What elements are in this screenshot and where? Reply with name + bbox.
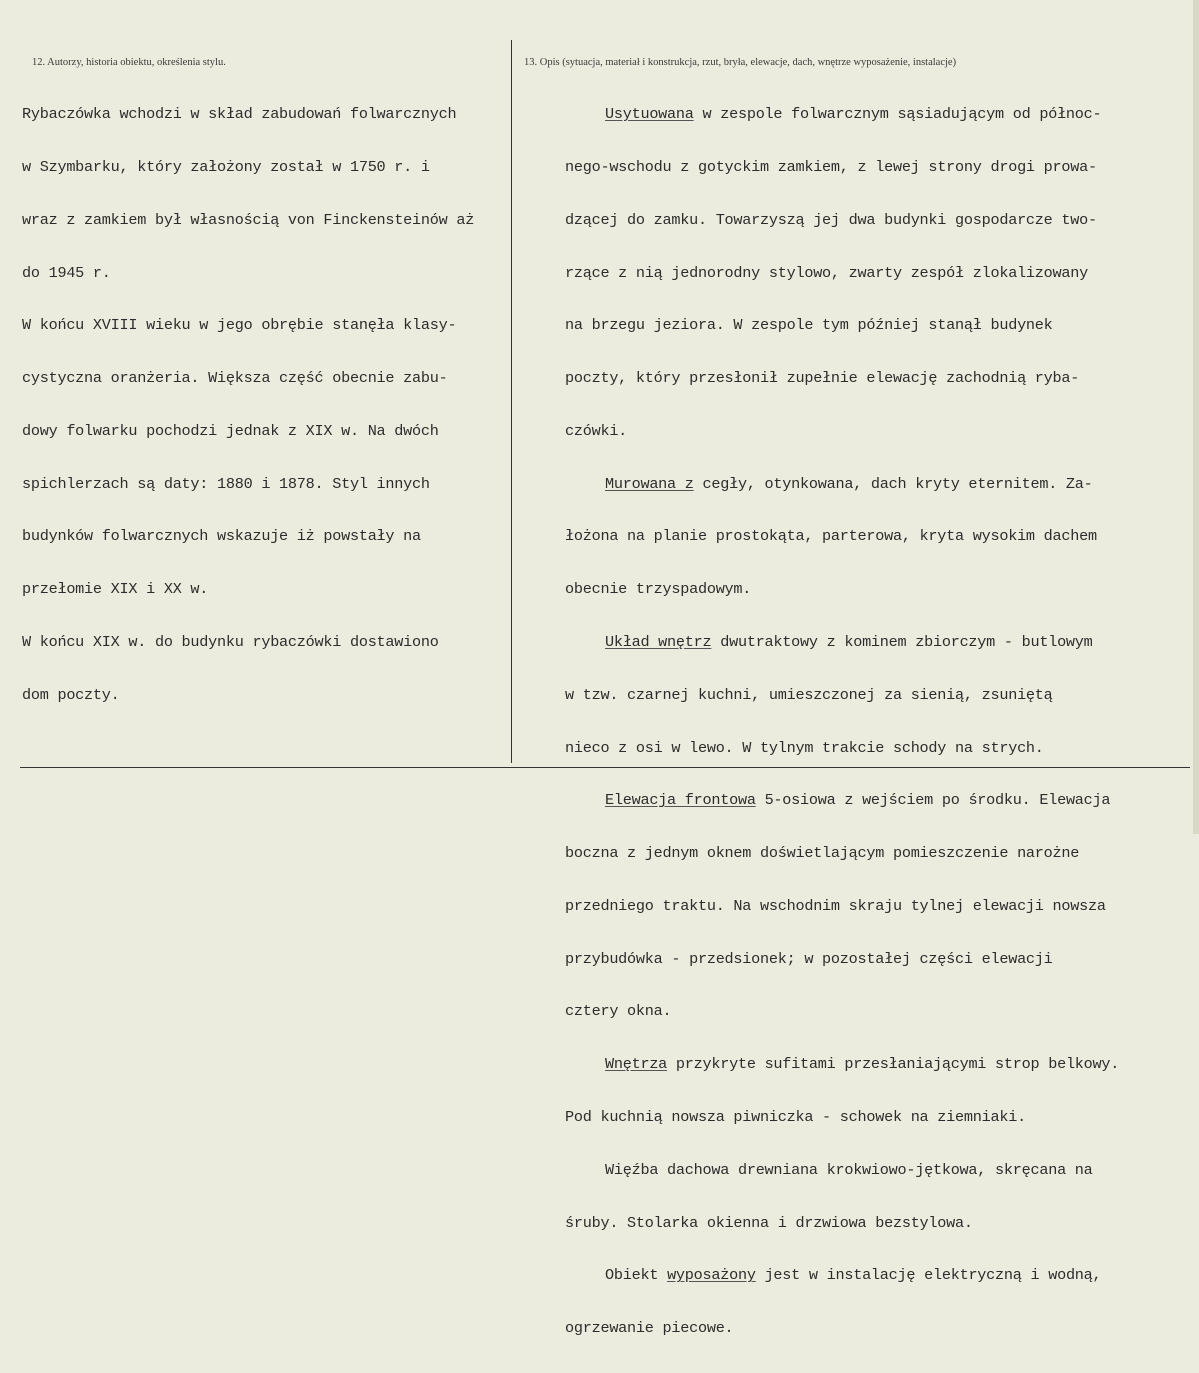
description-line: w tzw. czarnej kuchni, umieszczonej za sienią, zsuniętą bbox=[565, 685, 1053, 704]
description-line: Usytuowana w zespole folwarcznym sąsiadującym od północ- bbox=[605, 105, 1102, 124]
history-line: cystyczna oranżeria. Większa część obecnie zabu- bbox=[22, 369, 448, 388]
description-line: Obiekt wyposażony jest w instalację elektryczną i wodną, bbox=[605, 1266, 1102, 1285]
description-line: Pod kuchnią nowsza piwniczka - schowek na ziemniaki. bbox=[565, 1108, 1026, 1127]
underlined-term-murowana: Murowana z bbox=[605, 474, 694, 493]
description-line: Układ wnętrz dwutraktowy z kominem zbiorczym - butlowym bbox=[605, 633, 1093, 651]
underlined-term-usytuowana: Usytuowana bbox=[605, 105, 694, 124]
description-line: czówki. bbox=[565, 421, 628, 440]
description-line: śruby. Stolarka okienna i drzwiowa bezstylowa. bbox=[565, 1213, 973, 1232]
description-line: poczty, który przesłonił zupełnie elewację zachodnią ryba- bbox=[565, 369, 1080, 388]
underlined-term-uklad-wnetrz: Układ wnętrz bbox=[605, 633, 712, 651]
description-line: przedniego traktu. Na wschodnim skraju tylnej elewacji nowsza bbox=[565, 896, 1106, 915]
history-line: do 1945 r. bbox=[22, 263, 111, 282]
history-line: Rybaczówka wchodzi w skład zabudowań folwarcznych bbox=[22, 105, 457, 124]
underlined-term-wnetrza: Wnętrza bbox=[605, 1055, 668, 1074]
underlined-term-elewacja-frontowa: Elewacja frontowa bbox=[605, 791, 756, 810]
history-line: dom poczty. bbox=[22, 685, 120, 704]
description-line: cztery okna. bbox=[565, 1002, 672, 1021]
description-text bbox=[565, 71, 1119, 1373]
history-line: W końcu XIX w. do budynku rybaczówki dostawiono bbox=[22, 633, 439, 651]
history-line: W końcu XVIII wieku w jego obrębie stanęła klasy- bbox=[22, 316, 457, 335]
history-line: spichlerzach są daty: 1880 i 1878. Styl innych bbox=[22, 474, 430, 493]
description-line: rzące z nią jednorodny stylowo, zwarty zespół zlokalizowany bbox=[565, 263, 1088, 282]
description-line: na brzegu jeziora. W zespole tym później stanął budynek bbox=[565, 316, 1053, 335]
history-line: wraz z zamkiem był własnością von Finckensteinów aż bbox=[22, 210, 475, 229]
description-line: przybudówka - przedsionek; w pozostałej części elewacji bbox=[565, 949, 1053, 968]
description-line: Murowana z cegły, otynkowana, dach kryty eternitem. Za- bbox=[605, 474, 1093, 493]
description-line: nego-wschodu z gotyckim zamkiem, z lewej strony drogi prowa- bbox=[565, 157, 1097, 176]
description-line: Elewacja frontowa 5-osiowa z wejściem po środku. Elewacja bbox=[605, 791, 1111, 810]
underlined-term-wyposazony: wyposażony bbox=[667, 1266, 756, 1285]
history-line: w Szymbarku, który założony został w 1750 r. i bbox=[22, 157, 430, 176]
history-line: przełomie XIX i XX w. bbox=[22, 580, 209, 599]
description-line: nieco z osi w lewo. W tylnym trakcie schody na strych. bbox=[565, 738, 1044, 757]
section-12-header: 12. Autorzy, historia obiektu, określenia stylu. bbox=[32, 57, 226, 68]
description-line: dzącej do zamku. Towarzyszą jej dwa budynki gospodarcze two- bbox=[565, 210, 1097, 229]
description-line: łożona na planie prostokąta, parterowa, kryta wysokim dachem bbox=[565, 527, 1097, 546]
section-13-header: 13. Opis (sytuacja, materiał i konstrukcja, rzut, bryła, elewacje, dach, wnętrze wyposażenie, instalacje) bbox=[524, 57, 957, 68]
description-line: boczna z jednym oknem doświetlającym pomieszczenie narożne bbox=[565, 844, 1080, 863]
description-line: ogrzewanie piecowe. bbox=[565, 1319, 734, 1338]
column-divider bbox=[511, 40, 512, 763]
history-line: budynków folwarcznych wskazuje iż powstały na bbox=[22, 527, 421, 546]
description-line: obecnie trzyspadowym. bbox=[565, 580, 752, 599]
description-line: Wnętrza przykryte sufitami przesłaniającymi strop belkowy. bbox=[605, 1055, 1120, 1074]
scan-edge bbox=[1193, 0, 1199, 834]
history-line: dowy folwarku pochodzi jednak z XIX w. Na dwóch bbox=[22, 421, 439, 440]
history-text bbox=[22, 71, 474, 740]
description-line: Więźba dachowa drewniana krokwiowo-jętkowa, skręcana na bbox=[605, 1160, 1093, 1179]
